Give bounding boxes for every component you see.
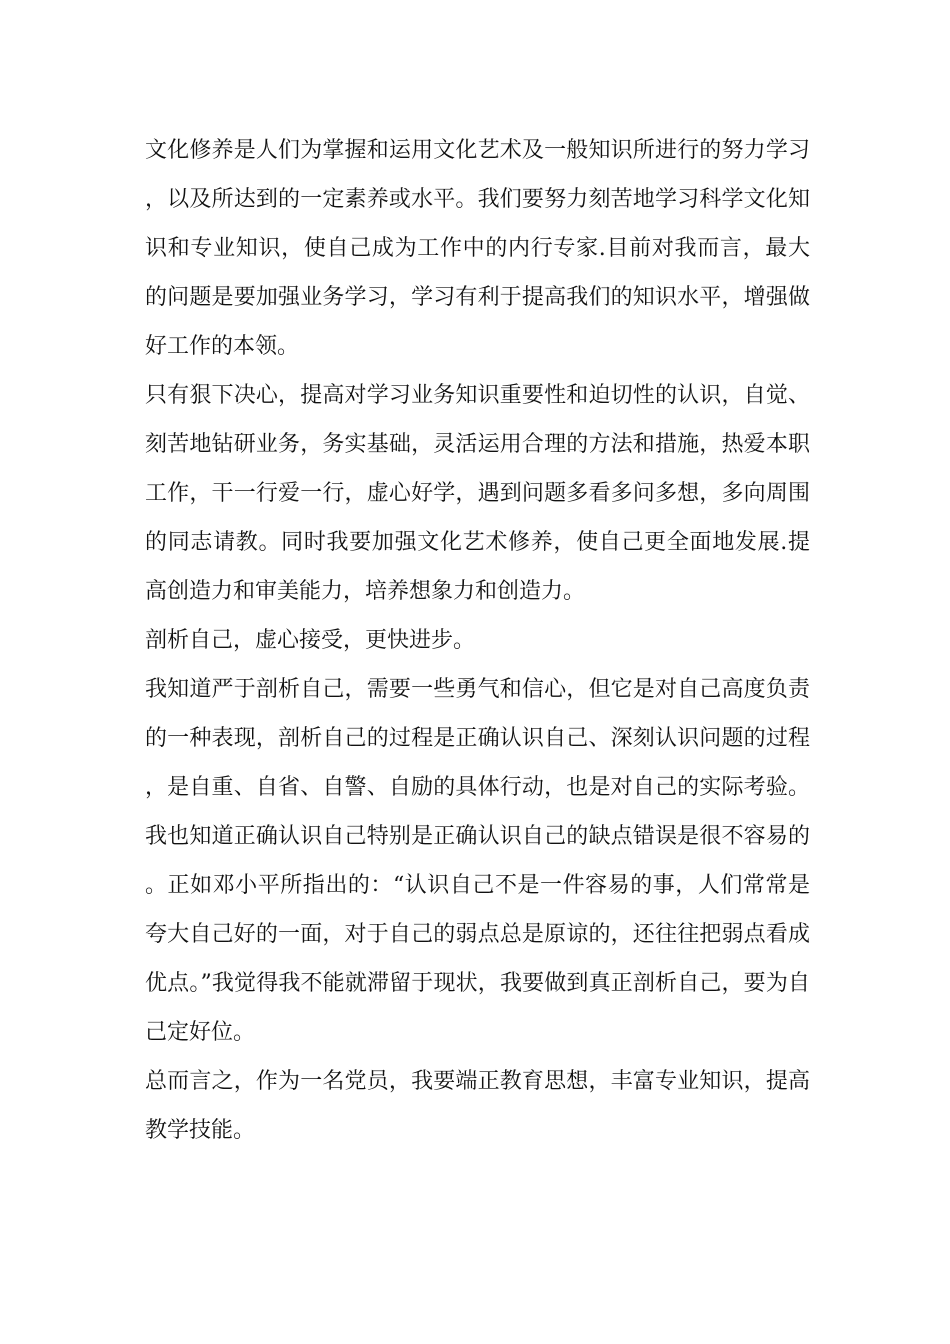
paragraph-3: 剖析自己，虚心接受，更快进步。 — [145, 628, 476, 653]
paragraph-2: 只有狠下决心，提高对学习业务知识重要性和迫切性的认识，自觉、刻苦地钻研业务，务实基础，灵活运用合理的方法和措施，热爱本职工作，干一行爱一行，虚心好学，遇到问题多看多问多想，多向周围的同志请教。同时我要加强文化艺术修养，使自己更全面地发展.提高创造力和审美能力，培养想象力和创造力。 — [145, 383, 810, 604]
paragraph-4: 我知道严于剖析自己，需要一些勇气和信心，但它是对自己高度负责的一种表现，剖析自己的过程是正确认识自己、深刻认识问题的过程，是自重、自省、自警、自励的具体行动，也是对自己的实际考验。我也知道正确认识自己特别是正确认识自己的缺点错误是很不容易的。正如邓小平所指出的：“认识自己不是一件容易的事，人们常常是夸大自己好的一面，对于自己的弱点总是原谅的，还往往把弱点看成优点。”我觉得我不能就滞留于现状，我要做到真正剖析自己，要为自己定好位。 — [145, 677, 810, 1045]
paragraph-1: 文化修养是人们为掌握和运用文化艺术及一般知识所进行的努力学习，以及所达到的一定素养或水平。我们要努力刻苦地学习科学文化知识和专业知识，使自己成为工作中的内行专家.目前对我而言，最大的问题是要加强业务学习，学习有利于提高我们的知识水平，增强做好工作的本领。 — [145, 138, 810, 359]
paragraph-5: 总而言之，作为一名党员，我要端正教育思想，丰富专业知识，提高教学技能。 — [145, 1069, 810, 1143]
document-body — [145, 126, 810, 1155]
